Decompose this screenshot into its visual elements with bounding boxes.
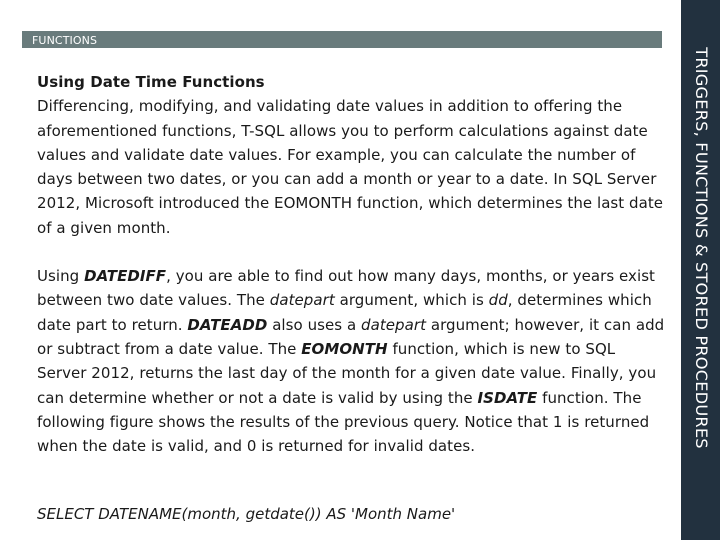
text-run: argument; however, it can add or subtract from a date value. The: [37, 315, 665, 358]
keyword-isdate: ISDATE: [477, 388, 538, 407]
text-run: function. The following figure shows the results of the previous query. Notice that 1 is returned when the date is valid, and 0 is returned for invalid dates.: [37, 388, 650, 456]
text-run: , determines which date part to return.: [37, 291, 652, 334]
text-run: Using: [37, 267, 85, 286]
keyword-eomonth: EOMONTH: [301, 339, 388, 358]
text-run: , you are able to find out how many days, months, or years exist between two date values. The: [37, 267, 655, 310]
paragraph-intro: Differencing, modifying, and validating date values in addition to offering the aforementioned functions, T-SQL allows you to perform calculations against date values and validate date values. For example, you can calculate the number of days between two dates, or you can add a month or year to a date. In SQL Server 2012, Microsoft introduced the EOMONTH function, which determines the last date of a given month.: [37, 97, 664, 237]
term-datepart: datepart: [269, 291, 335, 310]
side-title: TRIGGERS, FUNCTIONS & STORED PROCEDURES: [691, 47, 711, 449]
term-datepart: datepart: [361, 315, 427, 334]
body-content: [37, 70, 669, 458]
section-heading: Using Date Time Functions: [37, 73, 265, 91]
text-run: also uses a: [267, 315, 362, 334]
sql-query-example: SELECT DATENAME(month, getdate()) AS 'Month Name': [37, 505, 456, 523]
side-title-band: [681, 0, 720, 540]
text-run: argument, which is: [334, 291, 489, 310]
section-label: FUNCTIONS: [32, 34, 98, 47]
paragraph-functions: [37, 264, 669, 458]
section-header-bar: [22, 31, 662, 48]
keyword-dateadd: DATEADD: [187, 315, 268, 334]
text-run: function, which is new to SQL Server 2012, returns the last day of the month for a given date value. Finally, you can determine whether or not a date is valid by using the: [37, 339, 657, 407]
keyword-datediff: DATEDIFF: [84, 267, 167, 286]
term-dd: dd: [488, 291, 508, 310]
